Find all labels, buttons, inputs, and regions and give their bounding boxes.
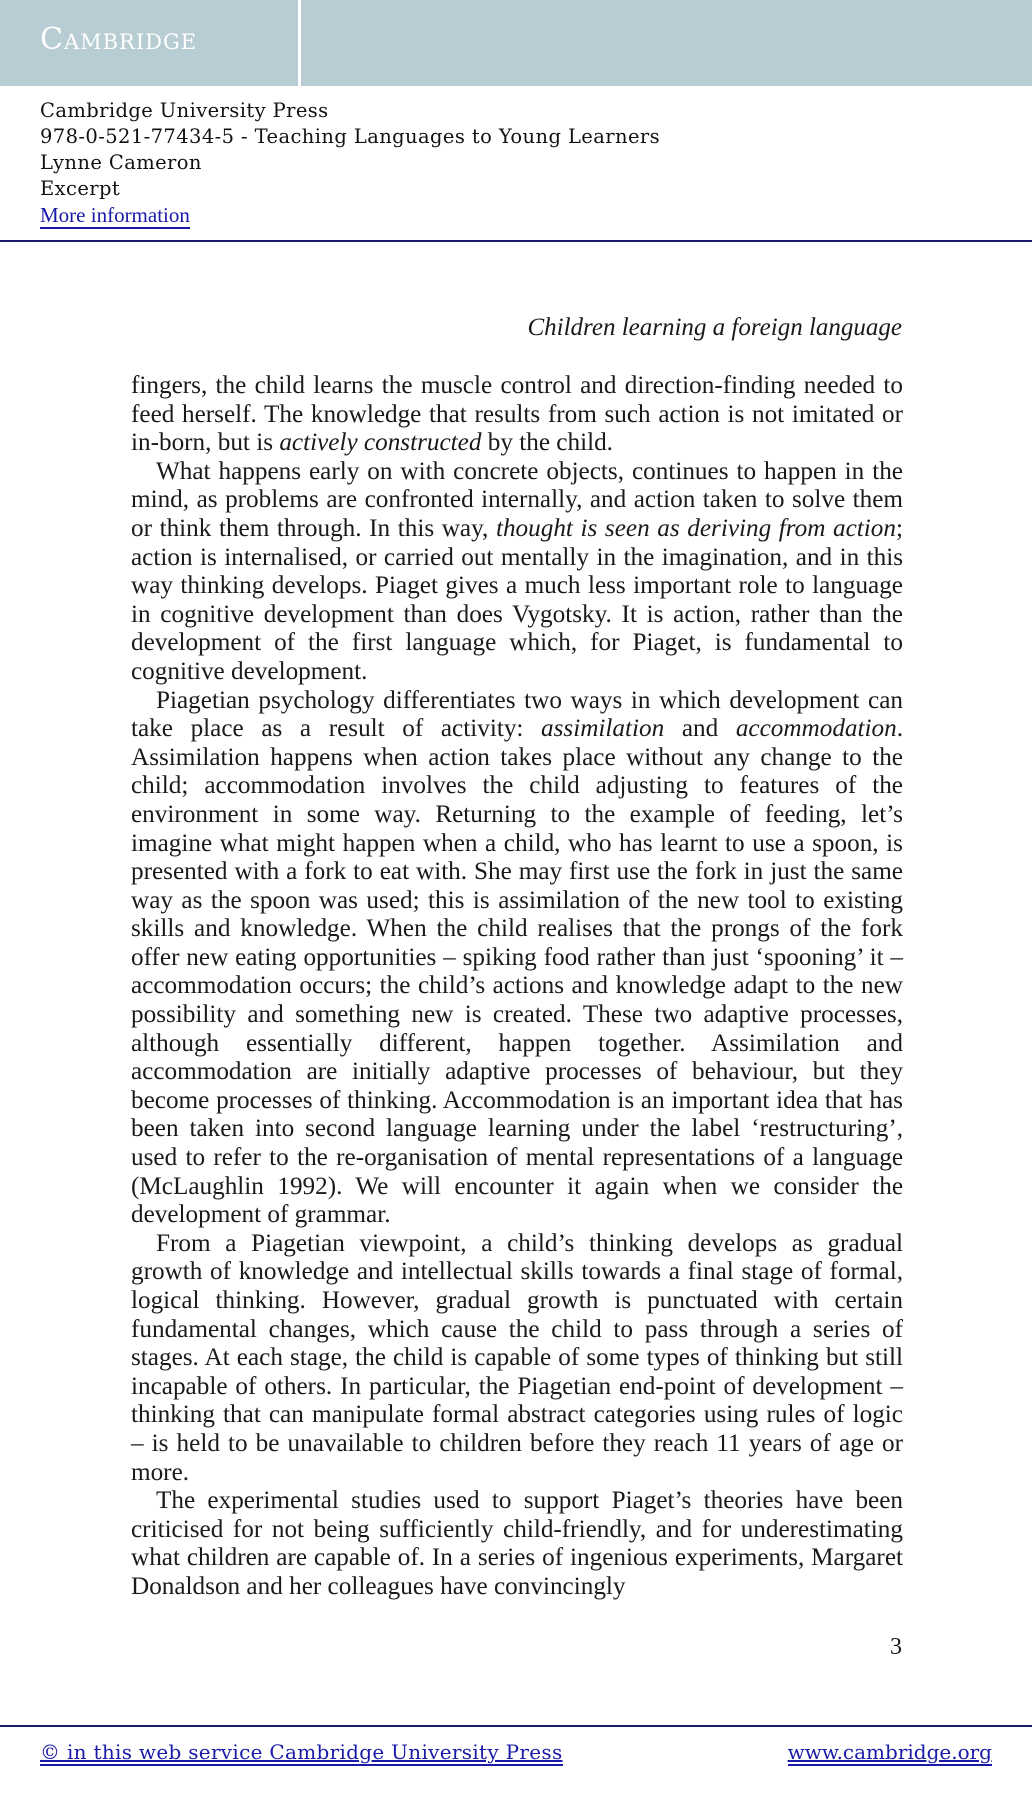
paragraph-text: Piagetian psychology differentiates two ways in which development can take place as a result of activity: <box>131 686 903 743</box>
copyright-link[interactable]: © in this web service Cambridge University Press <box>40 1740 563 1764</box>
running-head: Children learning a foreign language <box>527 314 902 341</box>
website-link[interactable]: www.cambridge.org <box>787 1740 992 1764</box>
isbn-title: 978-0-521-77434-5 - Teaching Languages to Young Learners <box>40 125 661 148</box>
paragraph-text: . Assimilation happens when action takes place without any change to the child; accommodation involves the child adjusting to features of the environment in some way. Returning to the example of feeding, let’s imagine what might happen when a child, who has learnt to use a spoon, is presented with a fork to eat with. She may first use the fork in just the same way as the spoon was used; this is assimilation of the new tool to existing skills and knowledge. When the child realises that the prongs of the fork offer new eating opportunities – spiking food rather than just ‘spooning’ it – accommodation occurs; the child’s actions and knowledge adapt to the new possibility and something new is created. These two adaptive processes, although essentially different, happen together. Assimilation and accommodation are initially adaptive processes of behaviour, but they become processes of thinking. Accommodation is an important idea that has been taken into second language learning under the label ‘restructuring’, used to refer to the re-organisation of mental representations of a language (McLaughlin 1992). We will encounter it again when we consider the development of grammar. <box>131 715 903 1229</box>
body-paragraph <box>131 687 903 1230</box>
body-paragraph <box>131 1230 903 1487</box>
emphasis-text: actively constructed <box>279 429 482 457</box>
body-paragraph <box>131 458 903 687</box>
banner-divider <box>298 0 301 86</box>
publisher-name: Cambridge University Press <box>40 99 329 122</box>
emphasis-text: assimilation <box>541 715 665 743</box>
paragraph-text: From a Piagetian viewpoint, a child’s thinking develops as gradual growth of knowledge and intellectual skills towards a final stage of formal, logical thinking. However, gradual growth is punctuated with certain fundamental changes, which cause the child to pass through a series of stages. At each stage, the child is capable of some types of thinking but still incapable of others. In particular, the Piagetian end-point of development – thinking that can manipulate formal abstract categories using rules of logic – is held to be unavailable to children before they reach 11 years of age or more. <box>131 1229 903 1486</box>
emphasis-text: accommodation <box>735 715 897 743</box>
cambridge-banner <box>0 0 1032 86</box>
body-paragraph <box>131 372 903 458</box>
more-information-link[interactable]: More information <box>40 203 190 227</box>
author-name: Lynne Cameron <box>40 151 202 174</box>
body-paragraph <box>131 1487 903 1601</box>
emphasis-text: thought is seen as deriving from action <box>495 514 896 542</box>
book-metadata <box>40 98 660 229</box>
header-rule <box>0 240 1032 242</box>
paragraph-text: and <box>664 715 736 743</box>
paragraph-text: by the child. <box>481 429 613 457</box>
footer-rule <box>0 1725 1032 1727</box>
paragraph-text: The experimental studies used to support Piaget’s theories have been criticised for not being sufficiently child-friendly, and for underestimating what children are capable of. In a series of ingenious experiments, Margaret Donaldson and her colleagues have convincingly <box>131 1487 903 1600</box>
excerpt-label: Excerpt <box>40 177 121 200</box>
paragraph-text: fingers, the child learns the muscle control and direction-finding needed to feed herself. The knowledge that results from such action is not imitated or in-born, but is <box>131 372 903 457</box>
page-number: 3 <box>890 1634 902 1660</box>
paragraph-text: ; action is internalised, or carried out mentally in the imagination, and in this way thinking develops. Piaget gives a much less important role to language in cognitive development than does Vygotsky. It is action, rather than the development of the first language which, for Piaget, is fundamental to cognitive development. <box>131 514 903 685</box>
body-text <box>131 372 903 1602</box>
paragraph-text: What happens early on with concrete objects, continues to happen in the mind, as problems are confronted internally, and action taken to solve them or think them through. In this way, <box>131 457 903 542</box>
cambridge-logo: Cambridge <box>40 22 198 57</box>
